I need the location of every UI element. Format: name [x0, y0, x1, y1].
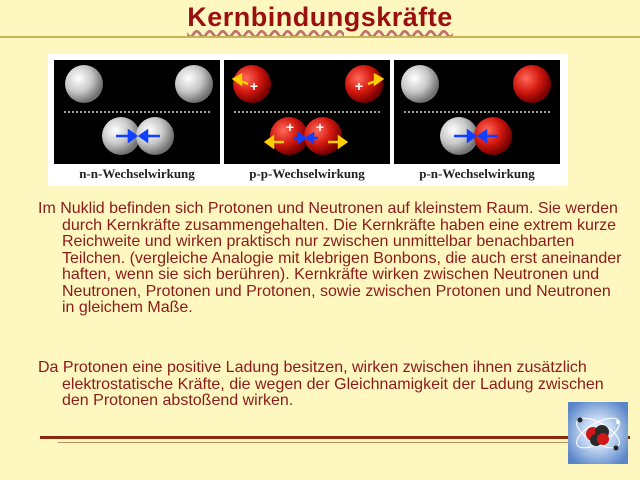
panel-caption: p-n-Wechselwirkung: [419, 166, 535, 181]
panel-pn: [394, 60, 560, 181]
neutron-ball: [401, 65, 439, 103]
proton-ball: [513, 65, 551, 103]
nuclear-force-figure: [48, 54, 568, 186]
plus-sign: +: [315, 119, 325, 135]
footer-rule-thin: [58, 442, 628, 443]
plus-sign: +: [354, 78, 364, 94]
title-divider: [0, 36, 640, 38]
neutron-ball: [65, 65, 103, 103]
paragraph-electrostatic: Da Protonen eine positive Ladung besitzen, wirken zwischen ihnen zusätzlich elektrostatische Kräfte, die wegen der Gleichnamigkeit der Ladung zwischen den Protonen abstoßend wirken.: [38, 359, 604, 409]
plus-sign: +: [285, 119, 295, 135]
neutron-ball: [175, 65, 213, 103]
footer-rule: [40, 436, 630, 439]
panel-pp: [224, 60, 390, 181]
slide-title: Kernbindungskräfte: [187, 2, 453, 32]
plus-sign: +: [249, 78, 259, 94]
proton-ball: [345, 65, 383, 103]
paragraph-nuclear-forces: Im Nuklid befinden sich Protonen und Neutronen auf kleinstem Raum. Sie werden durch Kernkräfte zusammengehalten. Die Kernkräfte haben eine extrem kurze Reichweite und wirken praktisch nur zwischen unmittelbar benachbarten Teilchen. (vergleiche Analogie mit klebrigen Bonbons, die auch erst aneinander haften, wenn sie sich berühren). Kernkräfte wirken zwischen Neutronen und Neutronen, Protonen und Protonen, sowie zwischen Protonen und Neutronen in gleichem Maße.: [38, 200, 622, 316]
panel-caption: n-n-Wechselwirkung: [79, 166, 195, 181]
panel-nn: [54, 60, 220, 181]
panel-caption: p-p-Wechselwirkung: [249, 166, 365, 181]
atom-model-icon: [568, 402, 628, 464]
title-bar: [0, 0, 640, 36]
